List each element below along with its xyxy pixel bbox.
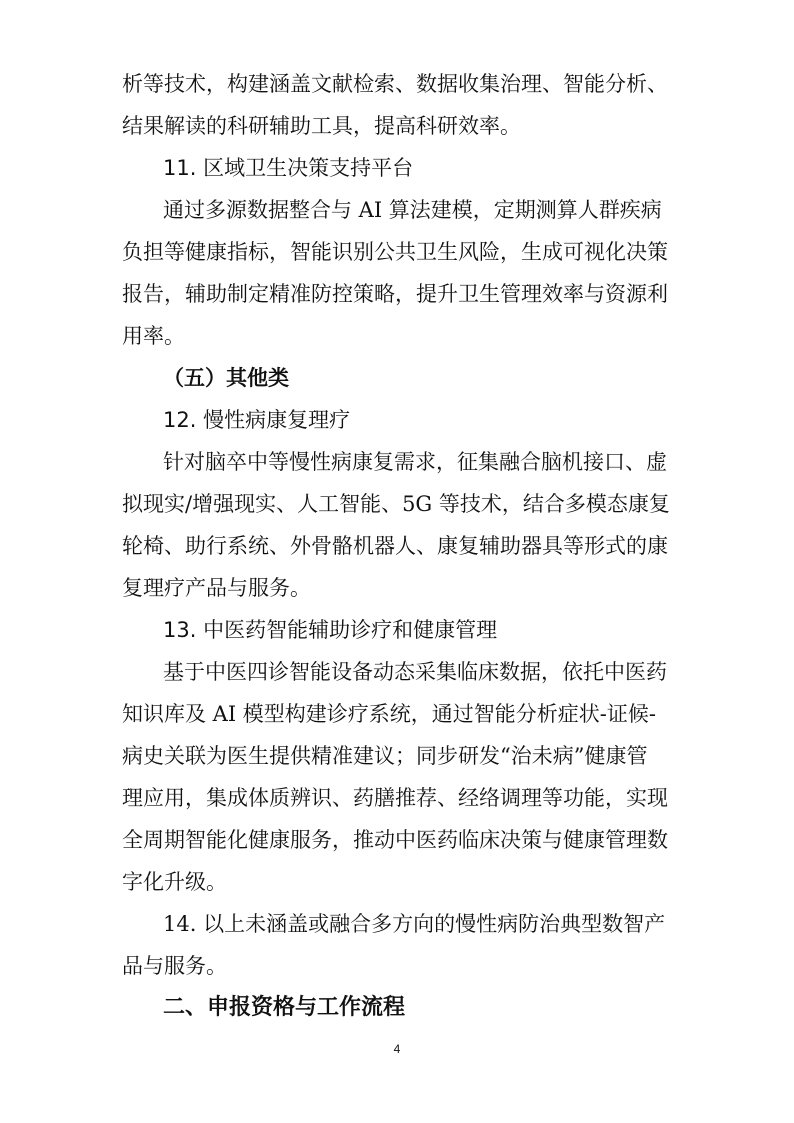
- paragraph-line: 结果解读的科研辅助工具，提高科研效率。: [122, 114, 521, 138]
- category-five-heading: （五）其他类: [163, 366, 289, 390]
- item-12-heading: 12. 慢性病康复理疗: [163, 408, 351, 432]
- paragraph-line: 析等技术，构建涵盖文献检索、数据收集治理、智能分析、: [122, 72, 668, 96]
- paragraph-line: 通过多源数据整合与 AI 算法建模，定期测算人群疾病: [163, 198, 662, 222]
- paragraph-line: 字化升级。: [122, 870, 227, 894]
- paragraph-line: 用率。: [122, 324, 185, 348]
- paragraph-line: 负担等健康指标，智能识别公共卫生风险，生成可视化决策: [122, 240, 668, 264]
- paragraph-line: 复理疗产品与服务。: [122, 576, 311, 600]
- section-two-heading: 二、申报资格与工作流程: [163, 995, 406, 1020]
- item-14-line: 14. 以上未涵盖或融合多方向的慢性病防治典型数智产: [163, 912, 666, 936]
- item-13-heading: 13. 中医药智能辅助诊疗和健康管理: [163, 618, 498, 642]
- paragraph-line: 理应用，集成体质辨识、药膳推荐、经络调理等功能，实现: [122, 786, 668, 810]
- paragraph-line: 轮椅、助行系统、外骨骼机器人、康复辅助器具等形式的康: [122, 534, 668, 558]
- page-number: 4: [393, 1042, 401, 1056]
- paragraph-line: 知识库及 AI 模型构建诊疗系统，通过智能分析症状-证候-: [122, 702, 657, 726]
- paragraph-line: 报告，辅助制定精准防控策略，提升卫生管理效率与资源利: [122, 282, 668, 306]
- paragraph-line: 基于中医四诊智能设备动态采集临床数据，依托中医药: [163, 660, 667, 684]
- paragraph-line: 拟现实/增强现实、人工智能、5G 等技术，结合多模态康复: [122, 492, 670, 516]
- paragraph-line: 病史关联为医生提供精准建议；同步研发“治未病”健康管: [122, 744, 648, 768]
- item-11-heading: 11. 区域卫生决策支持平台: [163, 156, 414, 180]
- paragraph-line: 针对脑卒中等慢性病康复需求，征集融合脑机接口、虚: [163, 450, 667, 474]
- paragraph-line: 品与服务。: [122, 954, 227, 978]
- paragraph-line: 全周期智能化健康服务，推动中医药临床决策与健康管理数: [122, 828, 668, 852]
